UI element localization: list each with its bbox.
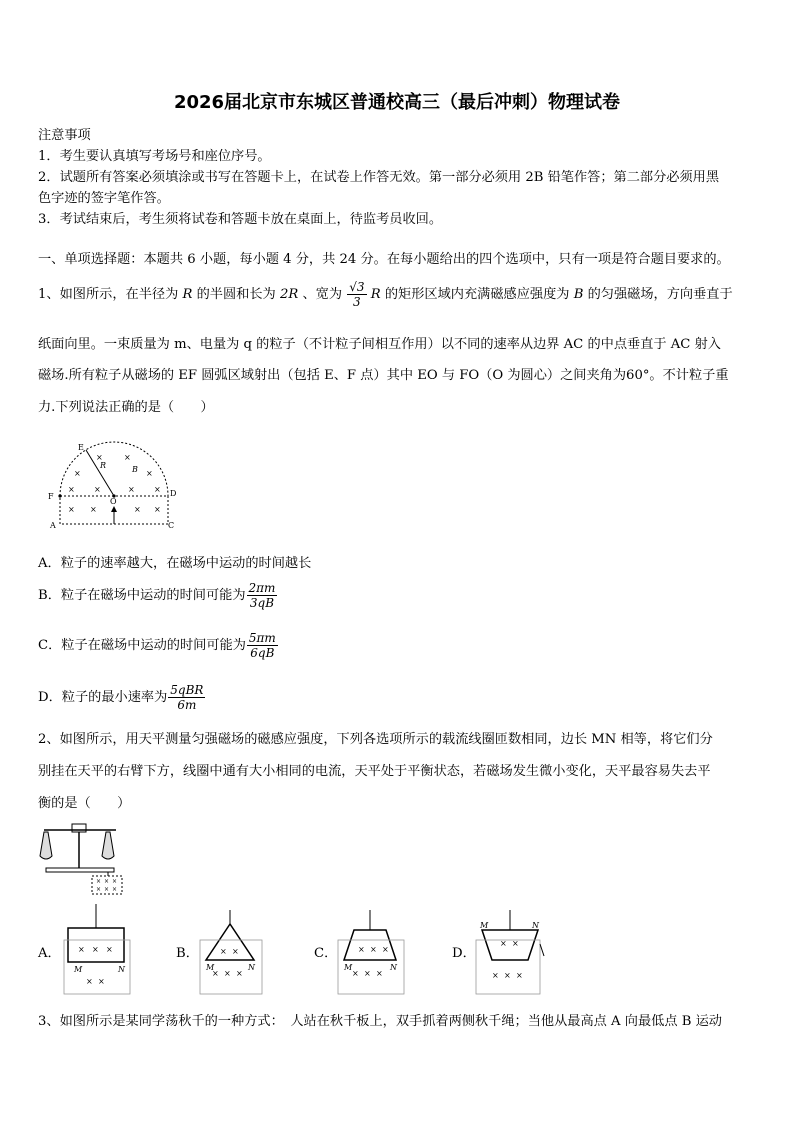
- q1-option-b: [38, 581, 277, 610]
- frac-den: 6m: [177, 698, 197, 712]
- q2-option-c-figure: [336, 910, 406, 996]
- label-c: C: [168, 521, 175, 530]
- field-x: ×: [98, 977, 105, 986]
- q1-text-c: 、宽为: [302, 287, 343, 302]
- frac-num: 5qBR: [170, 683, 204, 697]
- notice-item-2: 2．试题所有答案必须填涂或书写在答题卡上，在试卷上作答无效。第一部分必须用 2B 铅笔作答；第二部分必须用黑: [38, 170, 720, 185]
- field-x: ×: [96, 878, 102, 885]
- balance-figure: [36, 820, 136, 896]
- q1-figure: [44, 438, 184, 530]
- q1-width-fraction: [347, 280, 366, 309]
- q1-text-b: 的半圆和长为: [196, 287, 276, 302]
- field-x: ×: [500, 939, 507, 948]
- field-x: ×: [96, 453, 103, 462]
- q3-line-1: 3、如图所示是某同学荡秋千的一种方式： 人站在秋千板上，双手抓着两侧秋千绳；当他从最高点 A 向最低点 B 运动: [38, 1014, 722, 1029]
- label-o: O: [110, 497, 117, 506]
- field-x: ×: [154, 505, 161, 514]
- q1-var-r2: R: [370, 287, 381, 302]
- field-x: ×: [382, 945, 389, 954]
- label-n: N: [118, 965, 125, 974]
- q1-option-d: [38, 683, 205, 712]
- field-x: ×: [512, 939, 519, 948]
- label-d: D: [170, 489, 177, 498]
- q1-text-e: 的匀强磁场，方向垂直于: [587, 287, 733, 302]
- label-r: R: [100, 461, 107, 470]
- q2-option-c-label: C．: [314, 946, 338, 961]
- field-x: ×: [68, 485, 75, 494]
- field-x: ×: [112, 886, 118, 893]
- field-x: ×: [128, 485, 135, 494]
- field-x: ×: [364, 969, 371, 978]
- field-x: ×: [96, 886, 102, 893]
- field-x: ×: [78, 945, 85, 954]
- field-x: ×: [146, 469, 153, 478]
- field-x: ×: [104, 886, 110, 893]
- field-x: ×: [74, 469, 81, 478]
- label-a: A: [50, 521, 56, 530]
- label-n: N: [390, 963, 397, 972]
- field-x: ×: [232, 947, 239, 956]
- field-x: ×: [112, 878, 118, 885]
- field-x: ×: [352, 969, 359, 978]
- field-x: ×: [68, 505, 75, 514]
- q2-line-2: 别挂在天平的右臂下方，线圈中通有大小相同的电流，天平处于平衡状态，若磁场发生微小变化，天平最容易失去平: [38, 764, 711, 779]
- label-m: M: [206, 963, 215, 972]
- field-x: ×: [504, 971, 511, 980]
- frac-den: 6qB: [250, 646, 275, 660]
- q1-option-a: A．粒子的速率越大，在磁场中运动的时间越长: [38, 556, 312, 571]
- q2-option-d-label: D．: [452, 946, 476, 961]
- label-m: M: [344, 963, 353, 972]
- field-x: ×: [370, 945, 377, 954]
- notice-item-2-cont: 色字迹的签字笔作答。: [38, 191, 170, 206]
- q1-option-c-text: C．粒子在磁场中运动的时间可能为: [38, 638, 246, 653]
- q1-text-d: 的矩形区域内充满磁感应强度为: [384, 287, 570, 302]
- section-heading: 一、单项选择题：本题共 6 小题，每小题 4 分，共 24 分。在每小题给出的四个选项中，只有一项是符合题目要求的。: [38, 252, 730, 267]
- q1-option-d-text: D．粒子的最小速率为: [38, 690, 168, 705]
- field-x: ×: [492, 971, 499, 980]
- field-x: ×: [86, 977, 93, 986]
- field-x: ×: [224, 969, 231, 978]
- q1-line-1: [38, 280, 733, 309]
- q1-option-c-fraction: [247, 631, 278, 660]
- field-x: ×: [94, 485, 101, 494]
- field-x: ×: [90, 505, 97, 514]
- page-title: 2026届北京市东城区普通校高三（最后冲刺）物理试卷: [173, 92, 621, 113]
- label-n: N: [532, 921, 539, 930]
- field-x: ×: [104, 878, 110, 885]
- label-m: M: [74, 965, 83, 974]
- q1-var-r: R: [182, 287, 193, 302]
- label-e: E: [78, 443, 84, 452]
- q1-option-c: [38, 631, 278, 660]
- q1-option-b-fraction: [247, 581, 278, 610]
- q1-line-3: 磁场.所有粒子从磁场的 EF 圆弧区域射出（包括 E、F 点）其中 EO 与 FO（O 为圆心）之间夹角为60°。不计粒子重: [38, 368, 729, 383]
- field-x: ×: [134, 505, 141, 514]
- frac-num: 2πm: [248, 581, 276, 595]
- field-x: ×: [236, 969, 243, 978]
- field-x: ×: [92, 945, 99, 954]
- q1-line-2: 纸面向里。一束质量为 m、电量为 q 的粒子（不计粒子间相互作用）以不同的速率从边界 AC 的中点垂直于 AC 射入: [38, 337, 721, 352]
- notice-heading: 注意事项: [38, 128, 91, 143]
- q1-option-d-fraction: [168, 683, 205, 712]
- field-x: ×: [124, 453, 131, 462]
- label-m: M: [480, 921, 489, 930]
- q2-line-3: 衡的是（ ）: [38, 796, 131, 811]
- q1-line-4: 力.下列说法正确的是（ ）: [38, 400, 214, 415]
- q1-frac-num: √3: [349, 280, 365, 294]
- q2-option-d-figure: [474, 910, 550, 996]
- label-b: B: [132, 465, 138, 474]
- q1-option-b-text: B．粒子在磁场中运动的时间可能为: [38, 588, 246, 603]
- label-n: N: [248, 963, 255, 972]
- label-f: F: [48, 492, 54, 501]
- frac-den: 3qB: [249, 596, 275, 610]
- field-x: ×: [106, 945, 113, 954]
- field-x: ×: [212, 969, 219, 978]
- q2-option-a-figure: [62, 904, 132, 996]
- q2-option-b-figure: [198, 910, 264, 996]
- notice-item-3: 3．考试结束后，考生须将试卷和答题卡放在桌面上，待监考员收回。: [38, 212, 443, 227]
- field-x: ×: [516, 971, 523, 980]
- field-x: ×: [358, 945, 365, 954]
- field-x: ×: [154, 485, 161, 494]
- q2-option-b-label: B．: [176, 946, 199, 961]
- field-x: ×: [376, 969, 383, 978]
- notice-item-1: 1．考生要认真填写考场号和座位序号。: [38, 149, 271, 164]
- q1-text-a: 1、如图所示，在半径为: [38, 287, 179, 302]
- q1-var-2r: 2R: [279, 287, 299, 302]
- q2-line-1: 2、如图所示，用天平测量匀强磁场的磁感应强度，下列各选项所示的载流线圈匝数相同，边长 MN 相等，将它们分: [38, 732, 713, 747]
- q1-frac-den: 3: [353, 295, 361, 309]
- q2-option-a-label: A．: [38, 946, 61, 961]
- frac-num: 5πm: [248, 631, 276, 645]
- q1-var-b: B: [573, 287, 584, 302]
- field-x: ×: [220, 947, 227, 956]
